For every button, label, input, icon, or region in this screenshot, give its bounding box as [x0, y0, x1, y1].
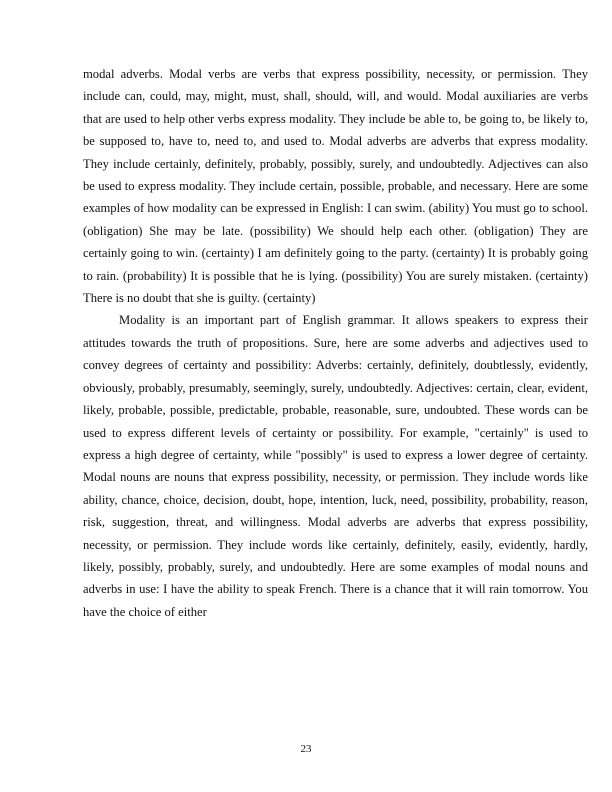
- paragraph-modality-grammar: Modality is an important part of English grammar. It allows speakers to express their attitudes towards the truth of propositions. Sure, here are some adverbs and adjectives used to convey degrees of certainty and possibility: Adverbs: certainly, definitely, doubtlessly, evidently, obviously, probably, presumably, seemingly, surely, undoubtedly. Adjectives: certain, clear, evident, likely, probable, possible, predictable, probable, reasonable, sure, undoubted. These words can be used to express different levels of certainty or possibility. For example, "certainly" is used to express a high degree of certainty, while "possibly" is used to express a lower degree of certainty. Modal nouns are nouns that express possibility, necessity, or permission. They include words like ability, chance, choice, decision, doubt, hope, intention, luck, need, possibility, probability, reason, risk, suggestion, threat, and willingness. Modal adverbs are adverbs that express possibility, necessity, or permission. They include words like certainly, definitely, easily, evidently, hardly, likely, possibly, probably, surely, and undoubtedly. Here are some examples of modal nouns and adverbs in use: I have the ability to speak French. There is a chance that it will rain tomorrow. You have the choice of either: [83, 313, 588, 619]
- page-number: 23: [300, 743, 312, 755]
- body-text: [83, 63, 588, 623]
- paragraph-modal-adverbs: modal adverbs. Modal verbs are verbs that express possibility, necessity, or permission. They include can, could, may, might, must, shall, should, will, and would. Modal auxiliaries are verbs that are used to help other verbs express modality. They include be able to, be going to, be likely to, be supposed to, have to, need to, and used to. Modal adverbs are adverbs that express modality. They include certainly, definitely, probably, possibly, surely, and undoubtedly. Adjectives can also be used to express modality. They include certain, possible, probable, and necessary. Here are some examples of how modality can be expressed in English: I can swim. (ability) You must go to school. (obligation) She may be late. (possibility) We should help each other. (obligation) They are certainly going to win. (certainty) I am definitely going to the party. (certainty) It is probably going to rain. (probability) It is possible that he is lying. (possibility) You are surely mistaken. (certainty) There is no doubt that she is guilty. (certainty): [83, 67, 588, 306]
